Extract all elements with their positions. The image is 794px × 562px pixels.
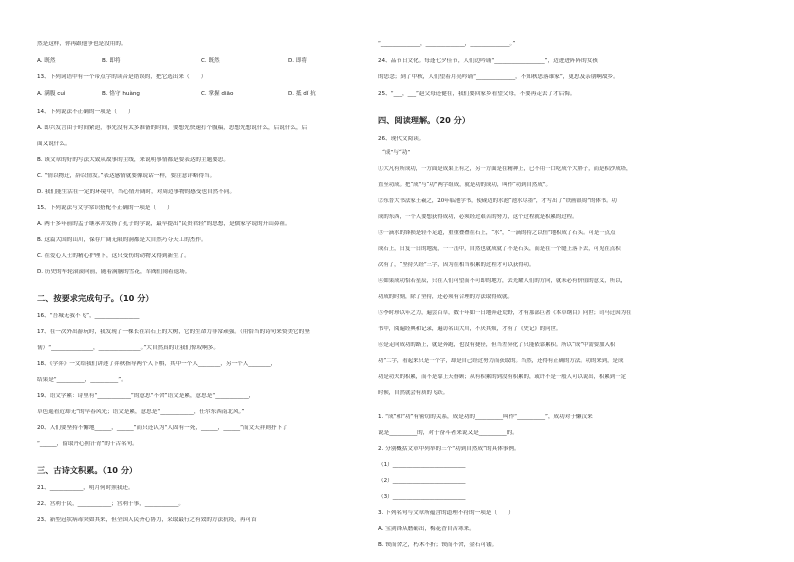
reading-q2: 2. 分别概括文章中列举的三个“功到自然成”的具体事例。: [378, 446, 520, 452]
q13-option-c: C. 掌握 diāo: [201, 91, 234, 97]
passage-para-5-cont: 书中，阅遍经典和记录，遍访名山大川，不厌其烦，才有了《史记》的问世。: [378, 326, 562, 332]
q18-text-cont: 结果是“__________，__________”。: [37, 377, 127, 383]
q14-text: 14、下列说法不正确的一项是（ ）: [37, 109, 134, 115]
q15-option-b: B. 这篇大国的山川，保存广阔无限的洞都是大自然巧夺天工的杰作。: [37, 237, 207, 243]
q23-blanks: “______________，______________，______________。”: [378, 41, 516, 47]
passage-para-1: ①大凡有所成功，一方面是成果上有之，另一方面是在精神上，已不用一口吃成个大胖子，而是积沙成塔，: [378, 166, 632, 172]
q20-text: 20、人们要坚持不懈地______，______”而只还认为“人固有一死，______，______”而文天祥则抒下了: [37, 425, 288, 431]
passage-para-6-cont2: 功是功夫的积累，而不是靠上天眷顾；从有积累的到没有积累的，或许不是一般人可以说出，积累到一定: [378, 374, 626, 380]
section-4-heading: 四、阅读理解。（20 分）: [378, 115, 471, 125]
passage-para-4-cont: 功成的时刻，除了坚持，还必须有合理的方法取得成就。: [378, 294, 513, 300]
q17-text-cont: 韧）“_______________，_______________。”大自然真的让我们惊叹啊多。: [37, 345, 219, 351]
passage-para-6-end: 时候，自然就会有质的飞跃。: [378, 390, 449, 396]
reading-q3: 3. 下列名句与文章所蕴含的道理不符的一项是（ ）: [378, 510, 514, 516]
reading-q2-answer-3: （3）__________________________: [378, 494, 466, 500]
q12-option-d: D. 即将: [288, 58, 308, 64]
q15-option-a: A. 两千多年前的孟子继承并发扬了孔子的学说，最早提出“民贵君轻”的思想，是儒家学说的开山鼻祖。: [37, 221, 291, 227]
reading-q1: 1. “成”和“功”有密切的关系，成是功的__________叫作“__________”，成功对于懒汉来: [378, 414, 593, 420]
passage-para-5: ⑤李时珍以年之力，遍尝百草，数十年如一日地奔赴荒野，才有那部巨著《本草纲目》问世；司马迁因为在: [378, 310, 632, 316]
q12-text-tail: 然是这样，你再跟他争也是没用的。: [37, 41, 127, 47]
reading-q2-answer-2: （2）__________________________: [378, 478, 466, 484]
passage-para-6-cont: 功”二字，看起来只是一个字，却是自己经过努力而获取的。当然，还得有正确的方法。功的来到，是成: [378, 358, 624, 364]
passage-para-2-cont: 成的东西，一个人要想获得成功，必须经过艰苦的努力，这个过程就是积累的过程。: [378, 214, 578, 220]
q14-option-d: D. 我们能生活在一定的环境中，当心情开阔时，对周边事物的感受也自然不同。: [37, 189, 236, 195]
q13-option-b: B. 恪守 huàng: [102, 91, 140, 97]
q12-option-a: A. 既然: [37, 58, 56, 64]
passage-para-3-end: 次有了，“坚持久经”三字，因为在相当积累的过程才可以获得功。: [378, 262, 535, 268]
q15-text: 15、下列说法与文学常识搭配不正确的一项是（ ）: [37, 205, 173, 211]
q19-text-cont: 草色遥看近却无”的早春风光；语文是累，意思是“____________，任尔东西南北风。”: [37, 409, 245, 415]
section-2-heading: 二、按要求完成句子。（10 分）: [37, 293, 154, 303]
q12-option-b: B. 即将: [102, 58, 121, 64]
q12-option-c: C. 既然: [201, 58, 220, 64]
q17-text: 17、在一次外出游玩时，我发现了一棵长在岩石上的大树，它的生命力非常顽强。（用恰当的诗句来赞美它的坚: [37, 329, 310, 335]
q20-text-cont: “______，留取丹心照汗青”的千古名句。: [37, 441, 138, 447]
q26-text: 26、现代文阅读。: [378, 136, 425, 142]
section-3-heading: 三、古诗文积累。（10 分）: [37, 465, 138, 475]
q21-text: 21、____________，明月何时照我还。: [37, 485, 134, 491]
passage-para-6: ⑥是走向成功的路上，就是奔跑，也没有捷径，但当差异化了只能依靠累积。所以“成”中需要加入积: [378, 342, 616, 348]
q13-option-d: D. 抵 dǐ 抗: [288, 91, 316, 97]
q22-text: 22、宫利于民，____________；宫利于事，____________。: [37, 501, 184, 507]
reading-q3-option-b: B. 锲而舍之，朽木不折；锲而不舍，金石可镂。: [378, 542, 498, 548]
passage-para-2: ②东晋大书法家王羲之，20年临池学书，使砚边的水池“池水尽墨”，才写出了“铁画银钩”的体书。功: [378, 198, 617, 204]
passage-title: “成”与“功”: [382, 150, 411, 156]
reading-q1-cont: 说是__________的，对于奋斗者来说又是__________的。: [378, 430, 518, 436]
reading-q2-answer-1: （1）__________________________: [378, 462, 466, 468]
passage-para-1-cont: 直至功成。把“成”与“功”两字组成，就是功的成功，叫作“功到自然成”。: [378, 182, 551, 188]
q24-text: 24、品节日文化。每逢七夕佳节，人们边吟诵“__________________”，边进进阵阵的女孩: [378, 58, 598, 64]
q19-text: 19、语文学累：诗里有“____________”的意思“不舍”语文是累，意思是“____________，: [37, 393, 255, 399]
q14-option-c: C. “情以物迁，辞以情发。”表达感情就要像说话一样，要注意详略得当。: [37, 173, 216, 179]
q15-option-d: D. 历史的车轮滚滚向前，随着满脑的雪花，军阀们闹着退场。: [37, 269, 191, 275]
passage-para-3: ③一滴水的锋损是轻不足道，重重叠叠在石上，“水”，“一滴的持之以恒”地积成了石头。可是一点点: [378, 230, 616, 236]
reading-q3-option-a: A. 宝剑锋从磨砺出，梅花香自苦寒来。: [378, 526, 475, 532]
q23-text: 23、新型冠状病毒突如其来，但全国人民齐心协力，采取最行之有效的方法抗疫，再可首: [37, 517, 257, 523]
q24-text-cont: 的思念；到了中秋，人们望着月亮吟诵“______________，不知秋思落谁家”，更思及亲朋啊故乡。: [378, 74, 619, 80]
passage-para-4: ④如果成功恰若星辰，只在人们可望而不可即的地方，去光耀人们的方向，就未必有价值的意义，所以，: [378, 278, 626, 284]
q14-option-a-cont: 面又说什么。: [37, 141, 71, 147]
q13-text: 13、下列词语中有一个带点字的读音是错误的，把它选出来（ ）: [37, 74, 207, 80]
q18-text: 18、《学弈》一文给我们讲述了弈秋指导两个人下棋，其中一个人________，另一个人________，: [37, 361, 277, 367]
q14-option-b: B. 该文章的好的写法大致从故事的主线，来说明事情都是要表达的主题要思。: [37, 157, 229, 163]
q14-option-a: A. 即兴发言由于时间紧迫，事先没有太多准备的时间，要想先快速打个腹稿，思想先想说什么，后说什么，后: [37, 125, 308, 131]
q15-option-c: C. 在爱心人士的精心护理下，这只受伤的动物又得到新生了。: [37, 253, 190, 259]
passage-para-3-cont: 成石上，日复一日的地流，一一击中，自然也就成就了不是石头，而是在一个缝上落下去，可见在点积: [378, 246, 621, 252]
q25-text: 25、“___，___”赵父母还健在，我们要回家乡看望父母，不要再走去了才后悔。: [378, 91, 576, 97]
q16-text: 16、“吾城无我不飞”，________________: [37, 313, 140, 319]
q13-option-a: A. 满腹 cuì: [37, 91, 66, 97]
